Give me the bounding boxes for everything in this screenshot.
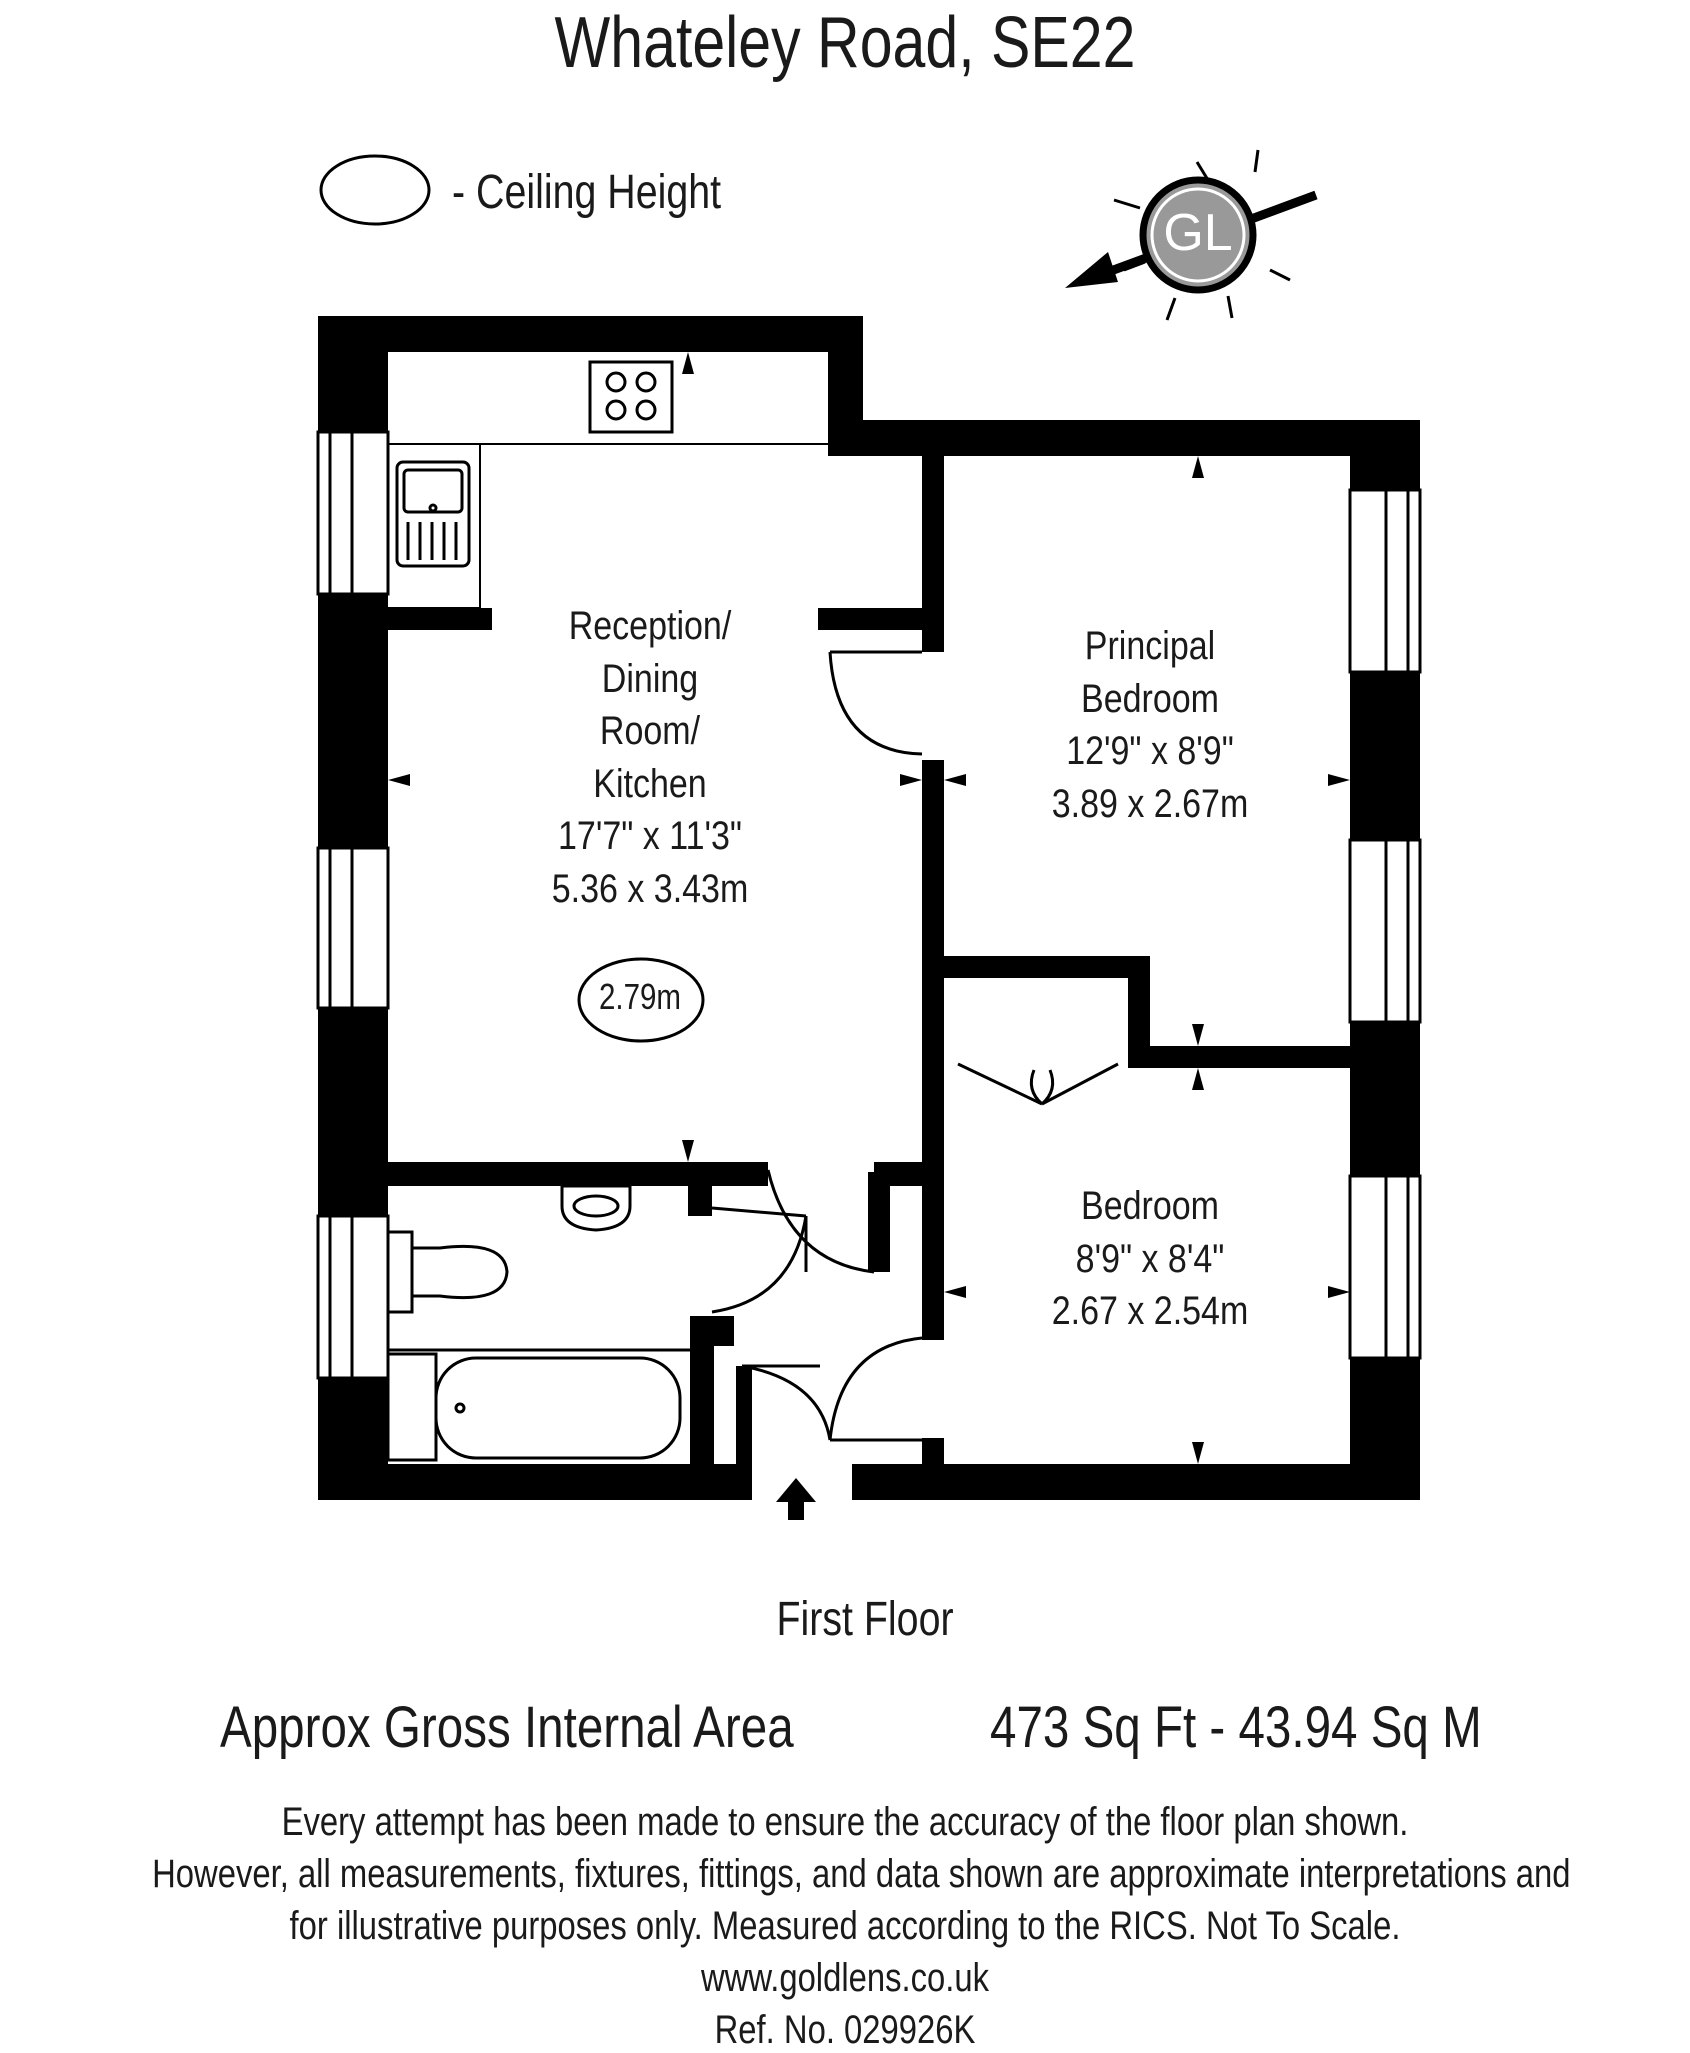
room-name-line: Kitchen xyxy=(593,761,707,806)
room-principal-bedroom xyxy=(980,620,1320,830)
windows-right xyxy=(1350,490,1420,1358)
reference-number: Ref. No. 029926K xyxy=(714,2008,976,2052)
disclaimer-line: for illustrative purposes only. Measured according to the RICS. Not To Scale. xyxy=(289,1904,1401,1948)
north-arrowhead-icon xyxy=(1065,252,1118,288)
room-reception xyxy=(480,600,820,915)
room-name-line: Reception/ xyxy=(568,604,732,648)
room-name-line: Principal xyxy=(1084,624,1216,668)
room-name-line: Bedroom xyxy=(1081,1184,1219,1228)
ceiling-height-legend-label: - Ceiling Height xyxy=(452,166,722,219)
website-link[interactable]: www.goldlens.co.uk xyxy=(700,1956,990,2000)
room-dimensions-metric: 3.89 x 2.67m xyxy=(1051,781,1249,826)
hob-icon xyxy=(590,362,672,432)
entrance-arrow-icon xyxy=(776,1478,816,1520)
bathroom-fixtures xyxy=(388,1186,690,1460)
ceiling-height-value: 2.79m xyxy=(598,976,682,1017)
room-name-line: Dining xyxy=(601,656,699,701)
disclaimer-line: Every attempt has been made to ensure the accuracy of the floor plan shown. xyxy=(281,1800,1409,1844)
compass-badge-text: GL xyxy=(1163,204,1233,262)
room-name-line: Room/ xyxy=(599,709,701,753)
area-label: Approx Gross Internal Area xyxy=(220,1695,794,1760)
disclaimer-line: However, all measurements, fixtures, fittings, and data shown are approximate interpretations and xyxy=(152,1852,1571,1896)
floor-label: First Floor xyxy=(776,1593,954,1646)
room-dimensions-metric: 5.36 x 3.43m xyxy=(551,866,749,911)
plan-title: Whateley Road, SE22 xyxy=(554,3,1136,83)
room-dimensions-metric: 2.67 x 2.54m xyxy=(1051,1289,1249,1333)
room-dimensions-imperial: 12'9" x 8'9" xyxy=(1066,729,1234,773)
room-dimensions-imperial: 8'9" x 8'4" xyxy=(1075,1236,1225,1281)
kitchen-sink-icon xyxy=(397,462,469,566)
room-bedroom xyxy=(980,1180,1320,1338)
room-name-line: Bedroom xyxy=(1081,676,1219,721)
area-value: 473 Sq Ft - 43.94 Sq M xyxy=(990,1695,1482,1760)
ceiling-height-legend-icon xyxy=(321,156,429,224)
windows-left xyxy=(318,432,388,1378)
room-dimensions-imperial: 17'7" x 11'3" xyxy=(558,814,742,858)
